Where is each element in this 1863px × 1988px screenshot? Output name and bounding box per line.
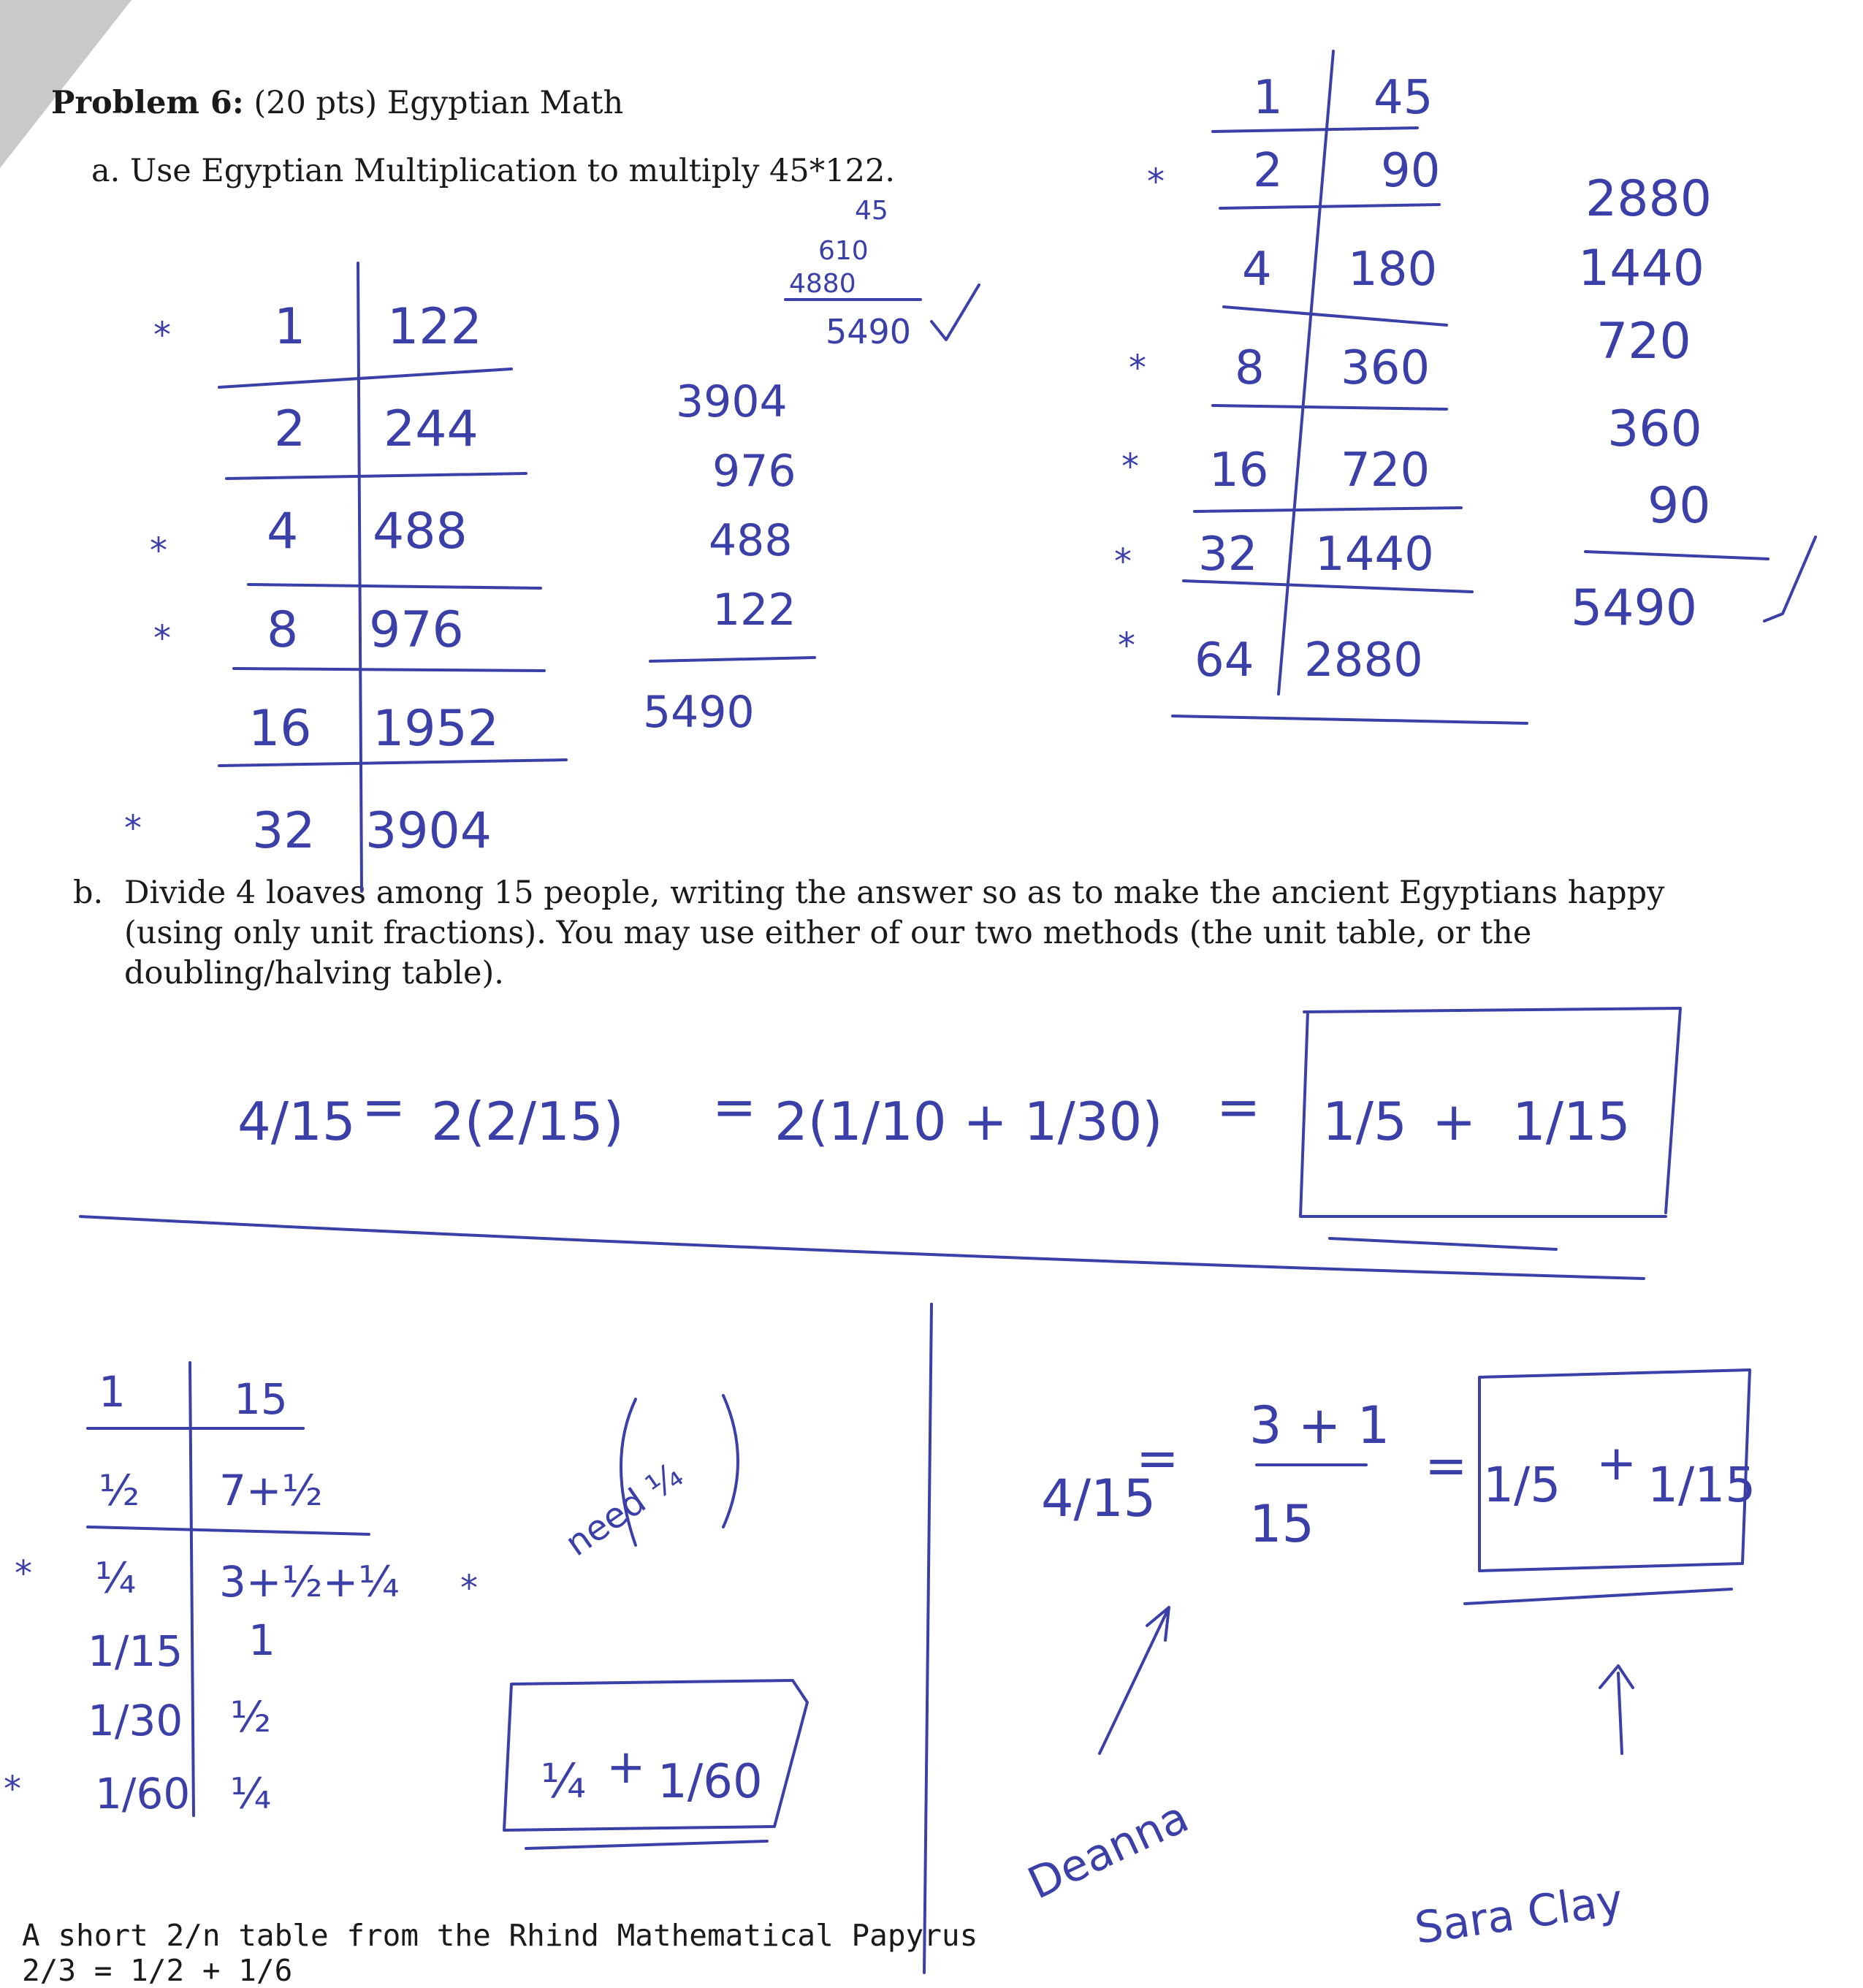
t2-right-6: 2880 <box>1304 633 1423 688</box>
t1-right-1: 244 <box>384 400 479 458</box>
arrow-up-left <box>1100 1607 1169 1753</box>
t3-right-3: 1 <box>248 1615 275 1665</box>
sum1-4: 5490 <box>643 687 755 738</box>
eq1-1: = <box>362 1076 406 1138</box>
t1-right-5: 3904 <box>365 802 492 860</box>
t3-left-4: 1/30 <box>88 1696 183 1745</box>
sum1-2: 488 <box>709 515 793 566</box>
t2-left-4: 16 <box>1209 443 1269 498</box>
sum1-3: 122 <box>712 584 796 636</box>
t2-right-4: 720 <box>1341 443 1430 498</box>
t3-star-5: * <box>4 1769 21 1810</box>
side-calc <box>785 196 979 351</box>
sum2-5: 5490 <box>1571 579 1698 637</box>
ans3-2: 1/15 <box>1647 1457 1756 1513</box>
doubling-table-122 <box>124 263 566 891</box>
t2-right-0: 45 <box>1374 71 1433 125</box>
eq1-3: = <box>712 1076 757 1138</box>
t3-right-2: 3+½+¼ <box>219 1557 400 1607</box>
t2-star-3: * <box>1129 348 1146 389</box>
ans3-1: + <box>1596 1435 1637 1491</box>
part-a-label: a. <box>91 153 121 189</box>
t2-right-1: 90 <box>1381 144 1441 198</box>
sum1-0: 3904 <box>676 376 788 427</box>
sum1-1: 976 <box>712 446 796 497</box>
eq1-0: 4/15 <box>237 1091 356 1152</box>
eq2-0: 4/15 <box>1041 1469 1157 1528</box>
t1-left-2: 4 <box>267 503 299 560</box>
t3-right-1: 7+½ <box>219 1466 323 1515</box>
ans2-0: 1/5 <box>1322 1091 1407 1152</box>
t1-left-0: 1 <box>274 298 306 356</box>
t2-right-3: 360 <box>1341 341 1430 395</box>
t1-right-0: 122 <box>387 298 482 356</box>
arrow-up-right <box>1600 1666 1633 1753</box>
part-a-text: Use Egyptian Multiplication to multiply 45*122. <box>129 153 895 189</box>
side-2: 4880 <box>789 269 856 299</box>
ans2-2: 1/15 <box>1512 1091 1631 1152</box>
boxed-answer-1 <box>504 1680 807 1848</box>
eq1-2: 2(2/15) <box>431 1091 624 1152</box>
footer-line1: A short 2/n table from the Rhind Mathematical Papyrus <box>22 1918 978 1953</box>
t2-star-6: * <box>1118 625 1135 666</box>
sum2-2: 720 <box>1596 313 1691 370</box>
eq2-4: = <box>1425 1436 1468 1496</box>
fraction-equation-2 <box>1041 1395 1468 1554</box>
t2-left-6: 64 <box>1195 633 1254 688</box>
ans1-1: + <box>606 1740 646 1794</box>
t3-star-2: * <box>15 1553 32 1594</box>
part-b-label: b. <box>73 875 104 911</box>
t2-star-5: * <box>1114 541 1132 582</box>
t2-left-1: 2 <box>1253 144 1283 198</box>
sum-column-2 <box>1571 170 1816 637</box>
t1-star-0: * <box>153 315 171 356</box>
t1-star-5: * <box>124 808 142 849</box>
footer-line2: 2/3 = 1/2 + 1/6 <box>22 1953 293 1988</box>
t3-right-0: 15 <box>234 1374 288 1424</box>
signature-deanna: Deanna <box>1020 1791 1197 1910</box>
t3-left-2: ¼ <box>95 1553 137 1603</box>
problem-header: (20 pts) Egyptian Math <box>254 85 624 121</box>
t1-right-3: 976 <box>369 601 464 659</box>
t1-star-3: * <box>153 618 171 659</box>
part-b-text: Divide 4 loaves among 15 people, writing the answer so as to make the ancient Egyptians happy (using only unit fractions). You may use either of our two methods (the unit table, or the doubling/halving table). <box>124 875 1665 991</box>
t1-right-4: 1952 <box>373 700 500 758</box>
ans1-2: 1/60 <box>658 1755 763 1809</box>
boxed-answer-2 <box>1300 1008 1680 1249</box>
t2-left-5: 32 <box>1198 528 1258 582</box>
eq2-2: 3 + 1 <box>1249 1395 1390 1455</box>
need-note: need ¼ <box>557 1455 690 1565</box>
problem-label: Problem 6: <box>51 85 244 121</box>
sum2-4: 90 <box>1647 477 1711 535</box>
t3-left-3: 1/15 <box>88 1626 183 1676</box>
side-3: 5490 <box>826 312 912 351</box>
t2-left-2: 4 <box>1242 243 1272 297</box>
eq2-3: 15 <box>1249 1494 1315 1554</box>
t3-left-0: 1 <box>99 1367 126 1417</box>
sum-column-1 <box>643 376 815 738</box>
t3-right-5: ¼ <box>230 1769 272 1818</box>
t3-star-need: * <box>460 1568 478 1609</box>
t3-left-5: 1/60 <box>95 1769 191 1818</box>
doubling-table-45 <box>1114 51 1527 723</box>
t1-star-2: * <box>150 530 167 571</box>
t2-right-2: 180 <box>1348 243 1438 297</box>
sum2-3: 360 <box>1607 400 1702 458</box>
ans2-1: + <box>1432 1091 1477 1152</box>
sum2-1: 1440 <box>1578 240 1705 297</box>
fraction-equation-1 <box>237 1076 1260 1152</box>
t1-left-1: 2 <box>274 400 306 458</box>
horizontal-divider <box>80 1216 1644 1279</box>
t1-left-5: 32 <box>252 802 316 860</box>
t3-right-4: ½ <box>230 1692 272 1742</box>
ans1-0: ¼ <box>541 1755 587 1809</box>
t1-left-3: 8 <box>267 601 299 659</box>
sum2-0: 2880 <box>1585 170 1712 228</box>
side-1: 610 <box>818 236 869 266</box>
t2-left-3: 8 <box>1235 341 1265 395</box>
t2-right-5: 1440 <box>1315 528 1434 582</box>
side-0: 45 <box>855 196 888 226</box>
eq1-5: = <box>1216 1076 1261 1138</box>
t1-right-2: 488 <box>373 503 468 560</box>
vertical-divider <box>924 1304 932 1973</box>
ans3-0: 1/5 <box>1483 1457 1561 1513</box>
t2-left-0: 1 <box>1253 71 1283 125</box>
signature-sara-clay: Sara Clay <box>1411 1874 1626 1954</box>
t3-left-1: ½ <box>99 1466 140 1515</box>
t2-star-4: * <box>1121 446 1139 487</box>
eq1-4: 2(1/10 + 1/30) <box>774 1091 1163 1152</box>
t1-left-4: 16 <box>248 700 312 758</box>
eq2-1: = <box>1136 1428 1179 1488</box>
t2-star-1: * <box>1147 161 1165 202</box>
boxed-answer-3 <box>1465 1370 1756 1604</box>
